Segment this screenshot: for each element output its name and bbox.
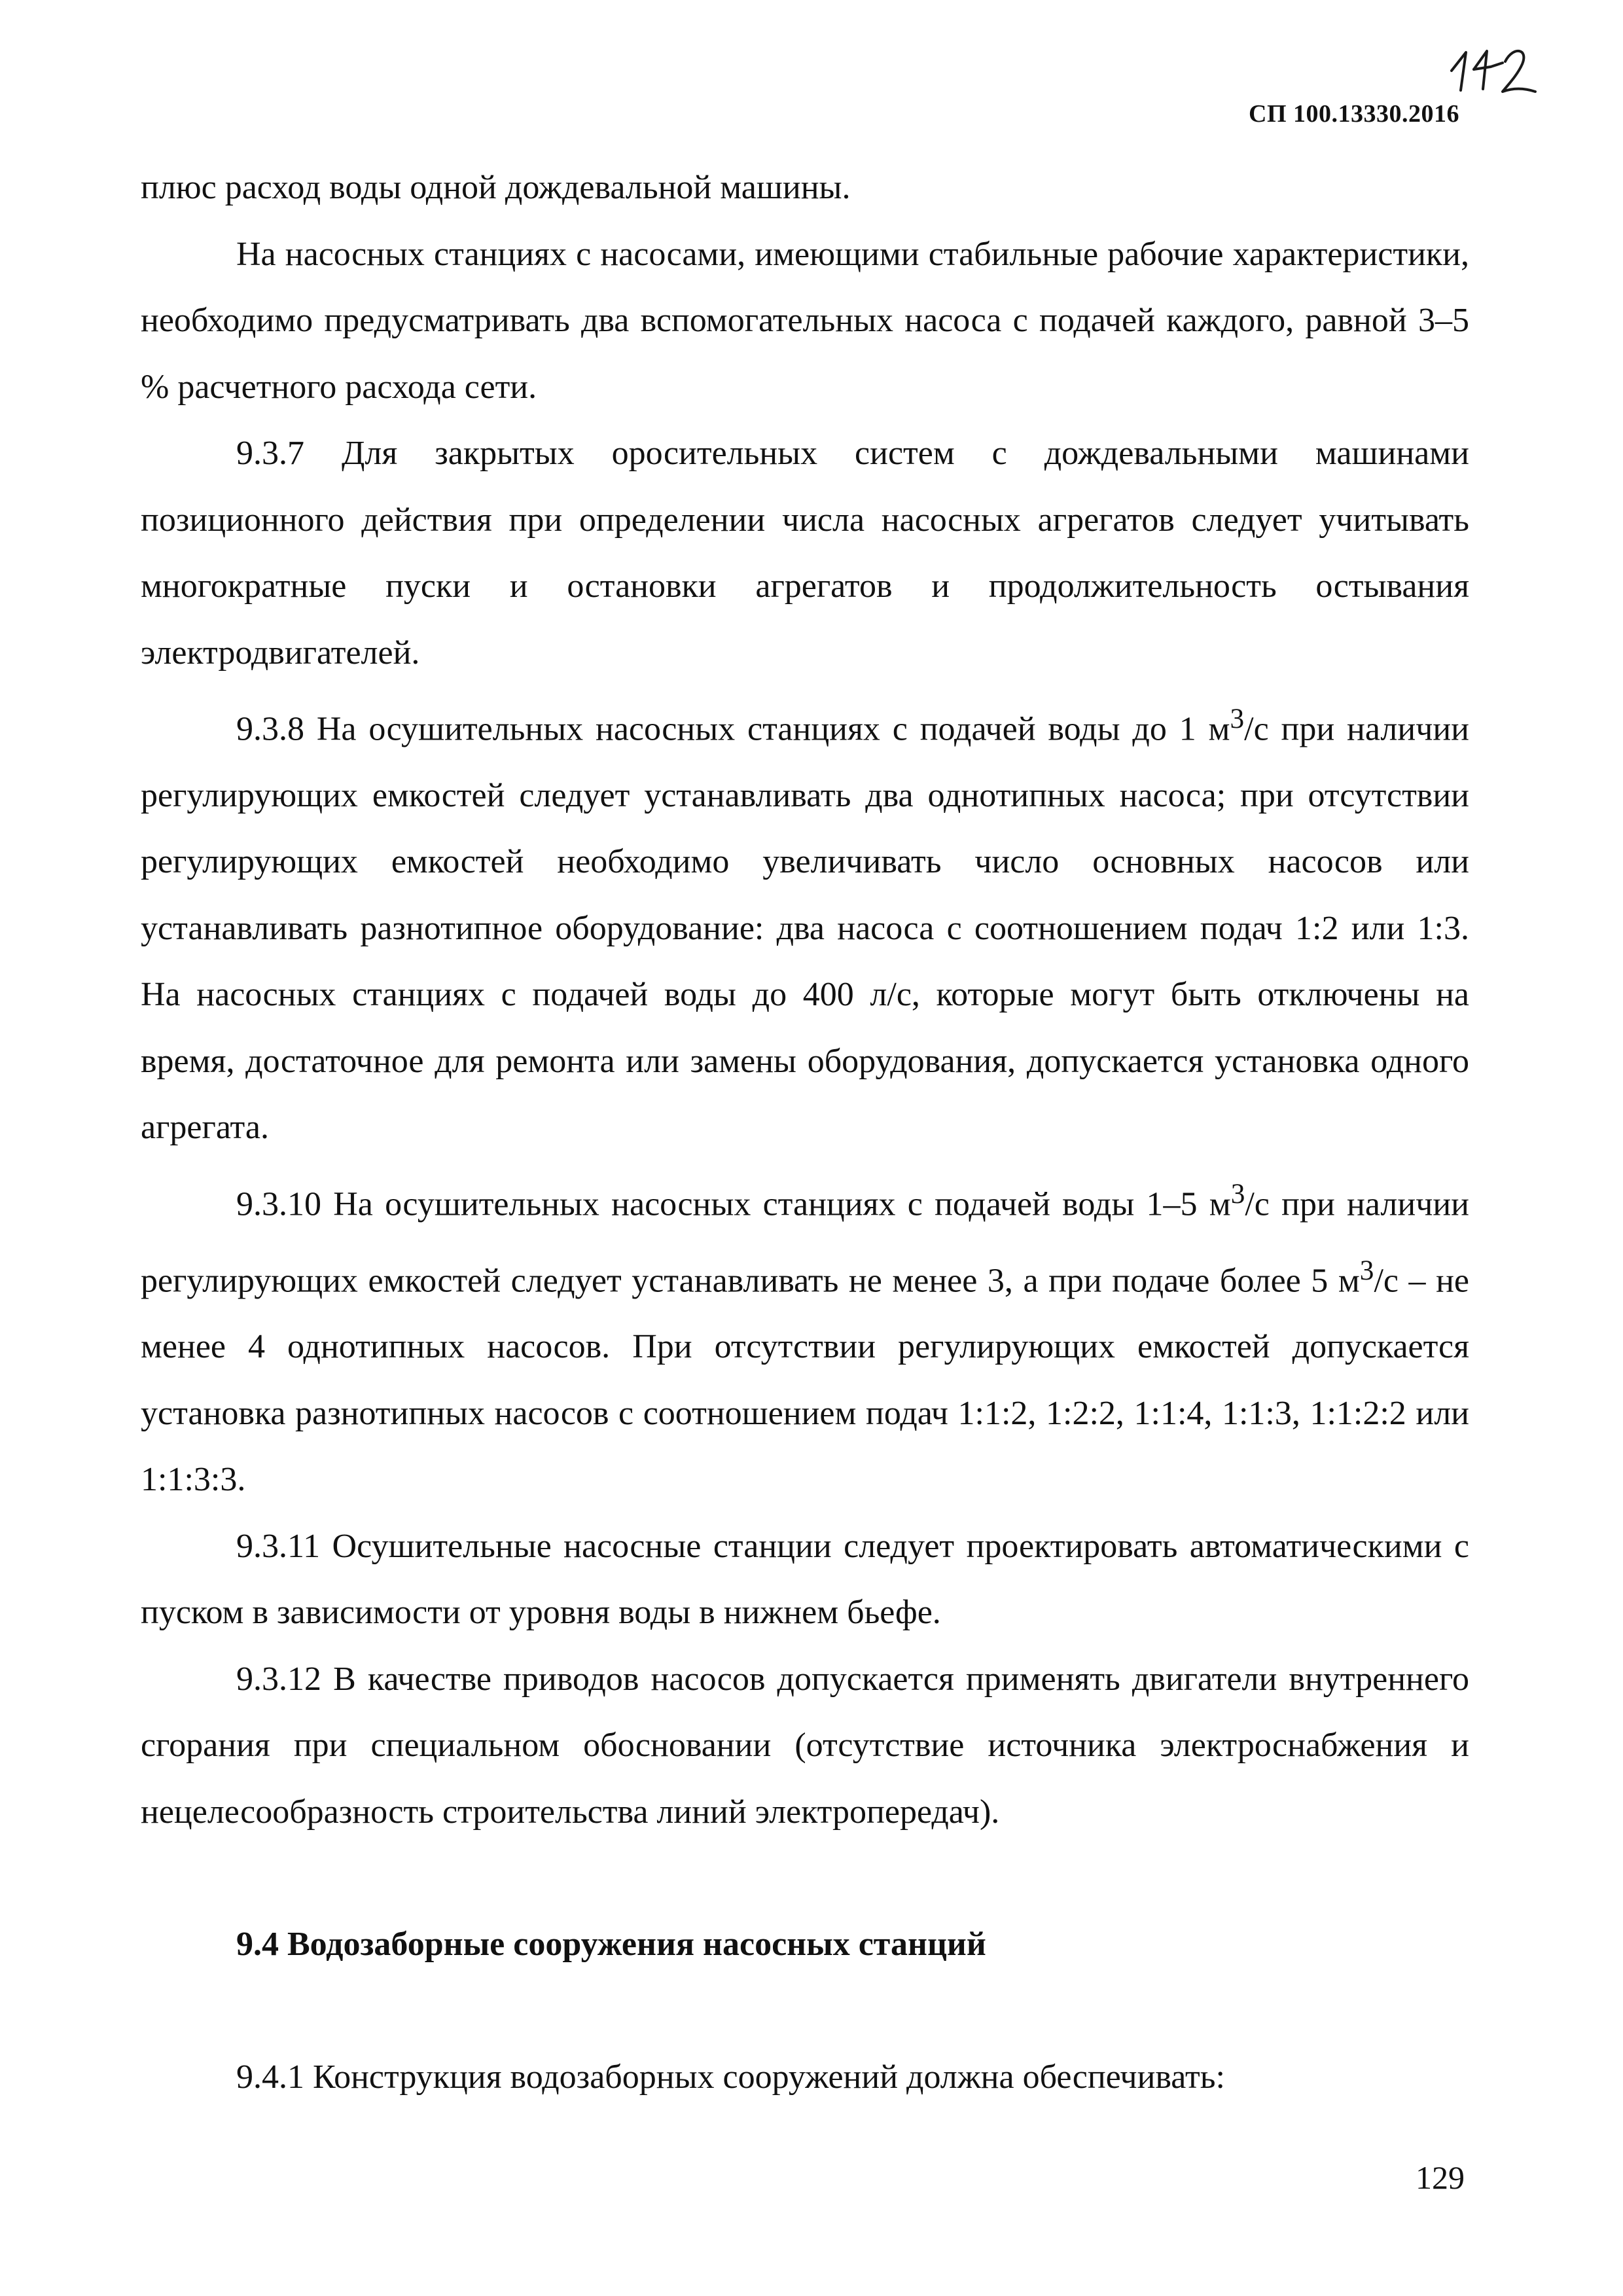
paragraph-auxiliary-pumps: На насосных станциях с насосами, имеющими стабильные рабочие характеристики, необходимо предусматривать два вспомогательных насоса с подачей каждого, равной 3–5 % расчетного расхода сети. <box>141 235 1469 406</box>
paragraph-9-3-10 <box>141 1161 1469 1513</box>
text-run: /с – не менее 4 однотипных насосов. При отсутствии регулирующих емкостей допускается установка разнотипных насосов с соотношением подач 1:1:2, 1:2:2, 1:1:4, 1:1:3, 1:1:2:2 или 1:1:3:3. <box>141 1261 1470 1499</box>
paragraph-9-3-7: 9.3.7 Для закрытых оросительных систем с дождевальными машинами позиционного действия при определении числа насосных агрегатов следует учитывать многократные пуски и остановки агрегатов и продолжительность остывания электродвигателей. <box>141 435 1469 672</box>
superscript: 3 <box>1230 1177 1245 1210</box>
paragraph-9-3-11: 9.3.11 Осушительные насосные станции следует проектировать автоматическими с пуском в зависимости от уровня воды в нижнем бьефе. <box>141 1527 1469 1632</box>
text-run: 9.3.8 На осушительных насосных станциях с подачей воды до 1 м <box>236 710 1230 748</box>
document-code: СП 100.13330.2016 <box>1249 100 1459 128</box>
paragraph-continuation: плюс расход воды одной дождевальной машины. <box>141 169 851 206</box>
section-heading: 9.4 Водозаборные сооружения насосных станций <box>236 1926 986 1964</box>
spacer <box>141 1845 1469 1911</box>
handwritten-sheet-number <box>1440 39 1538 98</box>
paragraph-9-4-1: 9.4.1 Конструкция водозаборных сооружений должна обеспечивать: <box>236 2058 1225 2096</box>
text-run: /с при наличии регулирующих емкостей следует устанавливать два однотипных насоса; при отсутствии регулирующих емкостей необходимо увеличивать число основных насосов или устанавливать разнотипное оборудование: два насоса с соотношением подач 1:2 или 1:3. На насосных станциях с подачей воды до 400 л/с, которые могут быть отключены на время, достаточное для ремонта или замены оборудования, допускается установка одного агрегата. <box>141 710 1469 1147</box>
paragraph-9-3-8 <box>141 686 1469 1161</box>
body-text <box>141 154 1469 2110</box>
paragraph-9-3-12: 9.3.12 В качестве приводов насосов допускается применять двигатели внутреннего сгорания при специальном обосновании (отсутствие источника электроснабжения и нецелесообразность строительства линий электропередач). <box>141 1660 1469 1831</box>
superscript: 3 <box>1230 703 1245 734</box>
superscript: 3 <box>1359 1254 1374 1286</box>
spacer <box>141 1978 1469 2044</box>
page-number: 129 <box>1416 2159 1465 2196</box>
text-run: 9.3.10 На осушительных насосных станциях с подачей воды 1–5 м <box>236 1185 1231 1223</box>
text-run: /с при наличии регулирующих емкостей следует устанавливать не менее 3, а при подаче более 5 м <box>141 1185 1469 1299</box>
